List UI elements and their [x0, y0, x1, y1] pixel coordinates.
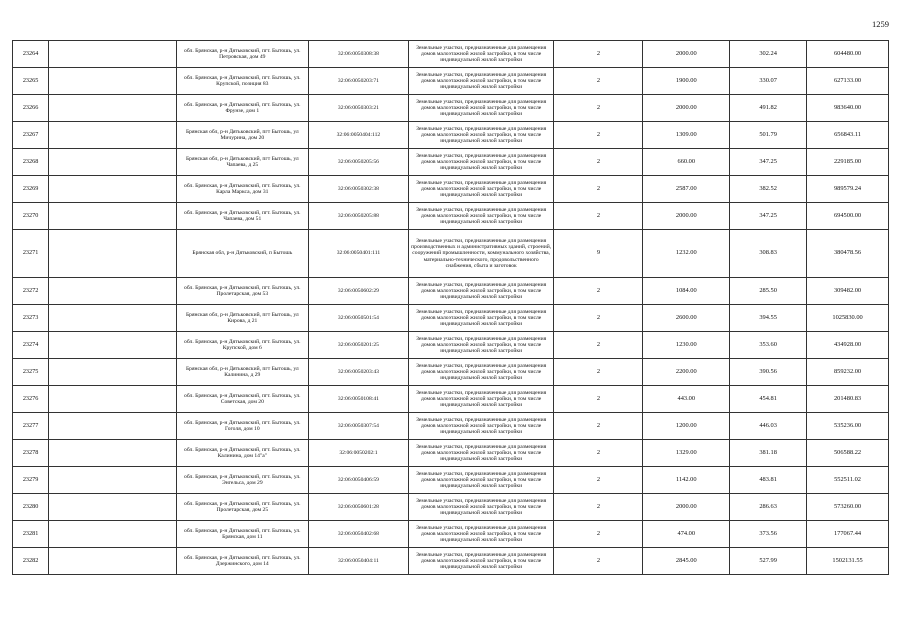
address-cell: обл. Брянская, р-н Дятьковский, пгт. Бытошь, ул. Советская, дом 20 — [176, 386, 308, 413]
area-cell: 1142.00 — [643, 467, 730, 494]
address-cell: Брянская обл, р-н Дятьковский, пгт Бытошь, ул Калинина, д 29 — [176, 359, 308, 386]
rate-cell: 501.79 — [730, 122, 807, 149]
spacer-cell — [49, 230, 177, 278]
cadastral-number-cell: 32:06:0050404:11 — [309, 548, 409, 575]
table-row — [13, 467, 889, 494]
row-id: 23264 — [13, 41, 49, 68]
rate-cell: 286.63 — [730, 494, 807, 521]
cadastral-number-cell: 32:06:0050205:88 — [309, 203, 409, 230]
land-use-cell: Земельные участки, предназначенные для размещения домов малоэтажной жилой застройки, в том числе индивидуальной жилой застройки — [408, 95, 554, 122]
group-cell: 2 — [554, 176, 643, 203]
land-use-cell: Земельные участки, предназначенные для размещения домов малоэтажной жилой застройки, в том числе индивидуальной жилой застройки — [408, 413, 554, 440]
cadastral-value-cell: 535236.00 — [807, 413, 889, 440]
cadastral-number-cell: 32:06:0050308:38 — [309, 41, 409, 68]
table-row — [13, 230, 889, 278]
area-cell: 1232.00 — [643, 230, 730, 278]
cadastral-number-cell: 32:06:0050202:1 — [309, 440, 409, 467]
table-row — [13, 41, 889, 68]
address-cell: обл. Брянская, р-н Дятьковский, пгт. Бытошь, ул. Чапаева, дом 51 — [176, 203, 308, 230]
address-cell: Брянская обл, р-н Дятьковский, пгт Бытошь, ул Мичурина, дом 20 — [176, 122, 308, 149]
address-cell: обл. Брянская, р-н Дятьковский, пгт. Бытошь, ул. Пролетарская, дом 25 — [176, 494, 308, 521]
row-id: 23282 — [13, 548, 49, 575]
spacer-cell — [49, 332, 177, 359]
row-id: 23273 — [13, 305, 49, 332]
land-use-cell: Земельные участки, предназначенные для размещения домов малоэтажной жилой застройки, в том числе индивидуальной жилой застройки — [408, 359, 554, 386]
spacer-cell — [49, 548, 177, 575]
land-use-cell: Земельные участки, предназначенные для размещения домов малоэтажной жилой застройки, в том числе индивидуальной жилой застройки — [408, 41, 554, 68]
cadastral-number-cell: 32:06:0050205:56 — [309, 149, 409, 176]
group-cell: 2 — [554, 41, 643, 68]
spacer-cell — [49, 440, 177, 467]
spacer-cell — [49, 149, 177, 176]
cadastral-value-cell: 694500.00 — [807, 203, 889, 230]
group-cell: 2 — [554, 413, 643, 440]
group-cell: 2 — [554, 278, 643, 305]
cadastral-value-cell: 989579.24 — [807, 176, 889, 203]
table-row — [13, 122, 889, 149]
rate-cell: 390.56 — [730, 359, 807, 386]
table-row — [13, 203, 889, 230]
table-row — [13, 548, 889, 575]
rate-cell: 446.03 — [730, 413, 807, 440]
cadastral-number-cell: 32:06:0050401:111 — [309, 230, 409, 278]
table-row — [13, 521, 889, 548]
cadastral-number-cell: 32:06:0050404:112 — [309, 122, 409, 149]
row-id: 23266 — [13, 95, 49, 122]
address-cell: Брянская обл, р-н Дятьковский, пгт Бытошь, ул Чапаева, д 25 — [176, 149, 308, 176]
cadastral-value-cell: 201480.83 — [807, 386, 889, 413]
cadastral-number-cell: 32:06:0050303:21 — [309, 95, 409, 122]
row-id: 23275 — [13, 359, 49, 386]
area-cell: 443.00 — [643, 386, 730, 413]
rate-cell: 381.18 — [730, 440, 807, 467]
area-cell: 2600.00 — [643, 305, 730, 332]
spacer-cell — [49, 467, 177, 494]
cadastral-number-cell: 32:06:0050203:71 — [309, 68, 409, 95]
table-row — [13, 95, 889, 122]
land-use-cell: Земельные участки, предназначенные для размещения домов малоэтажной жилой застройки, в том числе индивидуальной жилой застройки — [408, 278, 554, 305]
address-cell: обл. Брянская, р-н Дятьковский, пгт. Бытошь, ул. Брянская, дом 11 — [176, 521, 308, 548]
area-cell: 2000.00 — [643, 41, 730, 68]
cadastral-value-cell: 859232.00 — [807, 359, 889, 386]
spacer-cell — [49, 413, 177, 440]
land-use-cell: Земельные участки, предназначенные для размещения домов малоэтажной жилой застройки, в том числе индивидуальной жилой застройки — [408, 122, 554, 149]
spacer-cell — [49, 386, 177, 413]
cadastral-value-cell: 434928.00 — [807, 332, 889, 359]
cadastral-value-cell: 229185.00 — [807, 149, 889, 176]
address-cell: Брянская обл, р-н Дятьковский, пгт Бытошь, ул Кирова, д 21 — [176, 305, 308, 332]
land-use-cell: Земельные участки, предназначенные для размещения домов малоэтажной жилой застройки, в том числе индивидуальной жилой застройки — [408, 386, 554, 413]
land-use-cell: Земельные участки, предназначенные для размещения домов малоэтажной жилой застройки, в том числе индивидуальной жилой застройки — [408, 521, 554, 548]
cadastral-value-cell: 604480.00 — [807, 41, 889, 68]
area-cell: 2587.00 — [643, 176, 730, 203]
spacer-cell — [49, 41, 177, 68]
table-row — [13, 440, 889, 467]
area-cell: 2845.00 — [643, 548, 730, 575]
table-row — [13, 68, 889, 95]
cadastral-value-cell: 656843.11 — [807, 122, 889, 149]
land-use-cell: Земельные участки, предназначенные для размещения домов малоэтажной жилой застройки, в том числе индивидуальной жилой застройки — [408, 176, 554, 203]
land-use-cell: Земельные участки, предназначенные для размещения домов малоэтажной жилой застройки, в том числе индивидуальной жилой застройки — [408, 548, 554, 575]
address-cell: обл. Брянская, р-н Дятьковский, пгт. Бытошь, ул. Крупской, дом 6 — [176, 332, 308, 359]
cadastral-value-cell: 1025830.00 — [807, 305, 889, 332]
rate-cell: 382.52 — [730, 176, 807, 203]
spacer-cell — [49, 494, 177, 521]
spacer-cell — [49, 305, 177, 332]
table-row — [13, 278, 889, 305]
group-cell: 2 — [554, 149, 643, 176]
area-cell: 1309.00 — [643, 122, 730, 149]
row-id: 23276 — [13, 386, 49, 413]
page-number: 1259 — [872, 19, 889, 29]
row-id: 23278 — [13, 440, 49, 467]
spacer-cell — [49, 521, 177, 548]
address-cell: обл. Брянская, р-н Дятьковский, пгт. Бытошь, ул. Пролетарская, дом 53 — [176, 278, 308, 305]
cadastral-number-cell: 32:06:0050602:29 — [309, 278, 409, 305]
row-id: 23281 — [13, 521, 49, 548]
cadastral-value-cell: 177067.44 — [807, 521, 889, 548]
address-cell: обл. Брянская, р-н Дятьковский, пгт. Бытошь, ул. Фрунзе, дом 1 — [176, 95, 308, 122]
cadastral-number-cell: 32:06:0050201:25 — [309, 332, 409, 359]
cadastral-value-cell: 573260.00 — [807, 494, 889, 521]
table-row — [13, 413, 889, 440]
area-cell: 2000.00 — [643, 494, 730, 521]
rate-cell: 302.24 — [730, 41, 807, 68]
spacer-cell — [49, 122, 177, 149]
rate-cell: 483.81 — [730, 467, 807, 494]
table-row — [13, 359, 889, 386]
cadastral-number-cell: 32:06:0050307:54 — [309, 413, 409, 440]
group-cell: 2 — [554, 203, 643, 230]
address-cell: обл. Брянская, р-н Дятьковский, пгт. Бытошь, ул. Дзержинского, дом 14 — [176, 548, 308, 575]
row-id: 23280 — [13, 494, 49, 521]
rate-cell: 527.99 — [730, 548, 807, 575]
cadastral-number-cell: 32:06:0050601:28 — [309, 494, 409, 521]
area-cell: 660.00 — [643, 149, 730, 176]
cadastral-number-cell: 32:06:0050406:59 — [309, 467, 409, 494]
spacer-cell — [49, 68, 177, 95]
group-cell: 2 — [554, 467, 643, 494]
address-cell: обл. Брянская, р-н Дятьковский, пгт. Бытошь, ул. Петровская, дом 49 — [176, 41, 308, 68]
table-row — [13, 494, 889, 521]
group-cell: 2 — [554, 386, 643, 413]
land-use-cell: Земельные участки, предназначенные для размещения домов малоэтажной жилой застройки, в том числе индивидуальной жилой застройки — [408, 203, 554, 230]
rate-cell: 491.82 — [730, 95, 807, 122]
row-id: 23274 — [13, 332, 49, 359]
table-row — [13, 176, 889, 203]
table-row — [13, 305, 889, 332]
cadastral-number-cell: 32:06:0050501:54 — [309, 305, 409, 332]
table-row — [13, 149, 889, 176]
land-use-cell: Земельные участки, предназначенные для размещения домов малоэтажной жилой застройки, в том числе индивидуальной жилой застройки — [408, 467, 554, 494]
spacer-cell — [49, 95, 177, 122]
land-use-cell: Земельные участки, предназначенные для размещения производственных и административных зданий, строений, сооружений промышленности, коммунального хозяйства, материально-технического, продовольственного снабжения, сбыта и заготовок — [408, 230, 554, 278]
land-use-cell: Земельные участки, предназначенные для размещения домов малоэтажной жилой застройки, в том числе индивидуальной жилой застройки — [408, 149, 554, 176]
cadastral-value-table — [12, 40, 889, 575]
address-cell: обл. Брянская, р-н Дятьковский, пгт. Бытошь, ул. Гоголя, дом 10 — [176, 413, 308, 440]
table-row — [13, 332, 889, 359]
group-cell: 2 — [554, 122, 643, 149]
area-cell: 2000.00 — [643, 95, 730, 122]
cadastral-value-cell: 309482.00 — [807, 278, 889, 305]
spacer-cell — [49, 359, 177, 386]
row-id: 23267 — [13, 122, 49, 149]
address-cell: обл. Брянская, р-н Дятьковский, пгт. Бытошь, ул. Крупской, позиция 83 — [176, 68, 308, 95]
group-cell: 2 — [554, 95, 643, 122]
area-cell: 1900.00 — [643, 68, 730, 95]
row-id: 23271 — [13, 230, 49, 278]
row-id: 23272 — [13, 278, 49, 305]
land-use-cell: Земельные участки, предназначенные для размещения домов малоэтажной жилой застройки, в том числе индивидуальной жилой застройки — [408, 332, 554, 359]
area-cell: 1329.00 — [643, 440, 730, 467]
cadastral-value-cell: 1502131.55 — [807, 548, 889, 575]
land-use-cell: Земельные участки, предназначенные для размещения домов малоэтажной жилой застройки, в том числе индивидуальной жилой застройки — [408, 68, 554, 95]
rate-cell: 330.07 — [730, 68, 807, 95]
rate-cell: 373.56 — [730, 521, 807, 548]
group-cell: 2 — [554, 440, 643, 467]
rate-cell: 454.81 — [730, 386, 807, 413]
row-id: 23268 — [13, 149, 49, 176]
group-cell: 2 — [554, 305, 643, 332]
row-id: 23277 — [13, 413, 49, 440]
row-id: 23270 — [13, 203, 49, 230]
cadastral-number-cell: 32:06:0050108:41 — [309, 386, 409, 413]
land-use-cell: Земельные участки, предназначенные для размещения домов малоэтажной жилой застройки, в том числе индивидуальной жилой застройки — [408, 494, 554, 521]
row-id: 23279 — [13, 467, 49, 494]
address-cell: обл. Брянская, р-н Дятьковский, пгт. Бытошь, ул. Энгельса, дом 29 — [176, 467, 308, 494]
group-cell: 2 — [554, 548, 643, 575]
cadastral-number-cell: 32:06:0050302:38 — [309, 176, 409, 203]
cadastral-value-cell: 627133.00 — [807, 68, 889, 95]
rate-cell: 394.55 — [730, 305, 807, 332]
group-cell: 2 — [554, 521, 643, 548]
rate-cell: 353.60 — [730, 332, 807, 359]
group-cell: 2 — [554, 359, 643, 386]
row-id: 23265 — [13, 68, 49, 95]
cadastral-value-cell: 552511.02 — [807, 467, 889, 494]
rate-cell: 308.83 — [730, 230, 807, 278]
cadastral-number-cell: 32:06:0050402:68 — [309, 521, 409, 548]
area-cell: 474.00 — [643, 521, 730, 548]
cadastral-number-cell: 32:06:0050203:43 — [309, 359, 409, 386]
land-use-cell: Земельные участки, предназначенные для размещения домов малоэтажной жилой застройки, в том числе индивидуальной жилой застройки — [408, 440, 554, 467]
rate-cell: 285.50 — [730, 278, 807, 305]
area-cell: 1200.00 — [643, 413, 730, 440]
group-cell: 2 — [554, 494, 643, 521]
area-cell: 2200.00 — [643, 359, 730, 386]
land-use-cell: Земельные участки, предназначенные для размещения домов малоэтажной жилой застройки, в том числе индивидуальной жилой застройки — [408, 305, 554, 332]
area-cell: 1084.00 — [643, 278, 730, 305]
rate-cell: 347.25 — [730, 149, 807, 176]
group-cell: 9 — [554, 230, 643, 278]
group-cell: 2 — [554, 68, 643, 95]
address-cell: Брянская обл, р-н Дятьковский, п Бытошь — [176, 230, 308, 278]
table-row — [13, 386, 889, 413]
spacer-cell — [49, 176, 177, 203]
cadastral-value-cell: 380478.56 — [807, 230, 889, 278]
address-cell: обл. Брянская, р-н Дятьковский, пгт. Бытошь, ул. Карла Маркса, дом 31 — [176, 176, 308, 203]
cadastral-value-cell: 983640.00 — [807, 95, 889, 122]
cadastral-value-cell: 506588.22 — [807, 440, 889, 467]
area-cell: 1230.00 — [643, 332, 730, 359]
address-cell: обл. Брянская, р-н Дятьковский, пгт. Бытошь, ул. Калинина, дом 14"а" — [176, 440, 308, 467]
area-cell: 2000.00 — [643, 203, 730, 230]
spacer-cell — [49, 278, 177, 305]
rate-cell: 347.25 — [730, 203, 807, 230]
spacer-cell — [49, 203, 177, 230]
group-cell: 2 — [554, 332, 643, 359]
row-id: 23269 — [13, 176, 49, 203]
